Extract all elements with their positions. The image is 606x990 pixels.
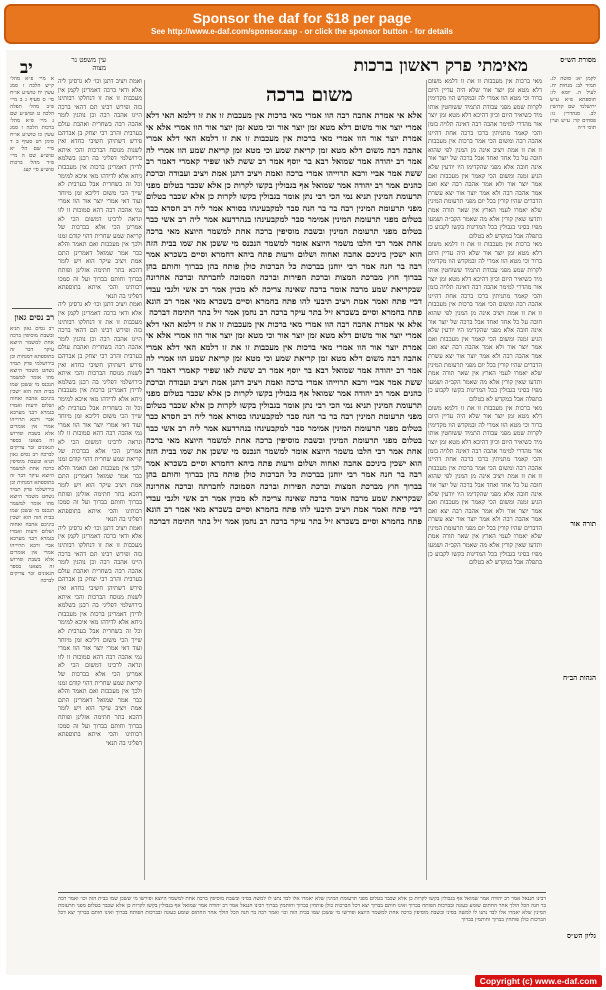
ein-mishpat-label: עין משפט נר מצוה [71,56,106,72]
rav-nissim-label: רב נסים גאון [14,312,54,322]
tosafot-text: ואמת ויציב דתנן וכו׳ לא גרסינן ליה אלא ודאי ברכה דאמרינן לקמן אין מעכבות זו את זו דנחלקו רבותינו בזה ופירש רבינו תם דהאי ברכה היינו אהבה רבה וכן נוהגין לומר אהבה רבה בשחרית ואהבת עולם בערבית והרב רבי יצחק בן אברהם פירש דשתיהן חשיבי כחדא ואין לשנות מנוסח הברכות והכי איתא בירושלמי דפליגי בה רבנן בשלמא לדידן דאמרינן ברכות אין מעכבות ניחא אלא לדידהו מאי איכא למימר וכל זה בשחרית אבל בערבית לא שייך הכי משום דליכא זמן מיוחד ועוד דאי אמרי יוצר אור הוו אמרי נמי אהבה רבה דהא סמוכות זו לזו ונראה לרבינו דמשום הכי לא אמרינן הכי אלא בברכות של קריאת שמע שחרית דהוי קודם זמנו ולכך אין מעכבות ואם תאמר והלא כבר אמר שמואל דאמרינן התם אמת ויציב עיקר הוא ויש לומר דהכא בתר חתימה אזלינן ופותח בברוך וחותם בברוך ועל זה סמכו רבותינו והכי איתא בתוספתא דפליגי בה תנאי [58,78,142,300]
talmud-page [6,50,600,975]
tosafot-text-cont: ואמת ויציב דתנן וכו׳ לא גרסינן ליה אלא ודאי ברכה דאמרינן לקמן אין מעכבות זו את זו דנחלקו רבותינו בזה ופירש רבינו תם דהאי ברכה היינו אהבה רבה וכן נוהגין לומר אהבה רבה בשחרית ואהבת עולם בערבית והרב רבי יצחק בן אברהם פירש דשתיהן חשיבי כחדא ואין לשנות מנוסח הברכות והכי איתא בירושלמי דפליגי בה רבנן בשלמא לדידן דאמרינן ברכות אין מעכבות ניחא אלא לדידהו מאי איכא למימר וכל זה בשחרית אבל בערבית לא שייך הכי משום דליכא זמן מיוחד ועוד דאי אמרי יוצר אור הוו אמרי נמי אהבה רבה דהא סמוכות זו לזו ונראה לרבינו דמשום הכי לא אמרינן הכי אלא בברכות של קריאת שמע שחרית דהוי קודם זמנו ולכך אין מעכבות ואם תאמר והלא כבר אמר שמואל דאמרינן התם אמת ויציב עיקר הוא ויש לומר דהכא בתר חתימה אזלינן ופותח בברוך וחותם בברוך ועל זה סמכו רבותינו והכי איתא בתוספתא דפליגי בה תנאי [58,301,142,524]
sponsor-banner[interactable] [4,4,600,44]
copyright-badge[interactable]: Copyright (c) www.e-daf.com [475,975,602,987]
torah-or-label: תורה אור [570,519,596,528]
gemara-text: אלא אי אמרת אהבה רבה הוו אמרי מאי ברכות אין מעכבות זו את זו דלמא האי דלא אמרי יוצר אור משום דלא מטא זמן יוצר אור וכי מטא זמן יוצר אור הוו אמרי אלא אי אמרת יוצר אור הוו אמרי מאי ברכות אין מעכבות זו את זו דלמא האי דלא אמרי אהבה רבה משום דלא מטא זמן קריאת שמע וכי מטא זמן קריאת שמע הוו אמרי לה אמר רב יהודה אמר שמואל רבא בר יוסף אמר רב ששת לאו שפיר קאמרי דאמר רב ששת אמר אביי ורבא תרוייהו אמרי ברכה ואמת ויציב דתנן אמת ויציב ועבודה וברכת כהנים אמר רב יהודה אמר שמואל אף בגבולין בקשו לקרות כן אלא שכבר בטלום מפני תרעומת המינין תניא נמי הכי רבי נתן אומר בגבולין בקשו לקרות כן אלא שכבר בטלום מפני תרעומת המינין רבה בר בר חנה סבר למקבעינהו בסורא אמר ליה רב חסדא כבר בטלום מפני תרעומת המינין אמימר סבר למקבעינהו בנהרדעא אמר ליה רב אשי כבר בטלום מפני תרעומת המינין ובשבת מוסיפין ברכה אחת למשמר היוצא מאי ברכה אחת אמר רבי חלבו משמר היוצא אומר למשמר הנכנס מי ששכן את שמו בבית הזה הוא ישכין ביניכם אהבה ואחוה ושלום ורעות פתח ביהא דחמרא וסיים בשכרא אמר רבה בר חנה אמר רבי יוחנן בברכות כל הברכות כולן פותח בהן בברוך וחותם בהן בברוך חוץ מברכת המצות וברכת הפירות וברכה הסמוכה לחברתה וברכה אחרונה שבקריאת שמע מרבה אומר ברכה שאינה צריכה לא מכוין אמר רב אשי ולגבי עבדי דביי פתח ואמר אמת ויציב תיבעי להו פתח בחמרא וסיים בשכרא מאי אמר רב הונא פתח בחמרא וסיים בשכרא זיל בתר עיקר ברכה רב נחמן אמר זיל בתר חתימה דברכה [146,110,422,318]
margin-divider [12,308,52,309]
footnotes-text: רבינו חננאל אמר רב יהודה אמר שמואל אף בגבולין בקשו לקרות כן אלא שכבר בטלום מפני תרעומת המינין שלא יאמרו אלו לבד נתנו לו למשה בסיני ובשבת מוסיפין ברכה אחת למשמר היוצא ופירשו מי ששכן שמו בבית הזה וכו׳ ואמר רבה בר חנה הכל הולך אחר החתום שומע כעונה ובברכות הפותח בברוך ואינו חותם בברוך יצא דכל הברכות כולן פותחין בברוך וחותמין בברוך [58,896,546,909]
page-number: יב [20,58,33,78]
ein-mishpat-column [10,76,54,306]
gemara-column [146,110,422,890]
footnote-divider [58,892,546,893]
hagahot-label: הגהות הב״ח [562,673,596,682]
footnotes-block [58,896,546,970]
rav-nissim-text: רב נסים גאון תניא ובשבת מוסיפין ברכה אחת למשמר היוצא עיקר דבר זה בתוספתא דמנחות וכן בירושלמי פרק תמיד נשחט משמר היוצא מהו אומר למשמר הנכנס מי ששכן שמו בבית הזה הוא ישכין ביניכם אהבה ואחוה ושלום ורעות ואמרו בגמרא דבני מערבא אביי ורבא תרוייהו אמרי אין אומרים אלא בשבת ופירוש זה מצאנו בספר הגאונים זכר צדיקים לברכה [10,326,54,458]
rashi-text-cont: מאי ברכות אין מעכבות זו את זו דלמא משום דלא מטא זמן יוצר אור שלא היה עדיין היום ברור וכי מטא הוו אמרי לה ובמקדש הוו מקדימין לקרות שמע מפני עבודת התמיד ששוחטין אותו מיד כשיאיר היום וכיון דהיכא דלא מטא זמן יוצר אור מהדרי למימר אהבה רבה דאינה תלויה בזמן והכי קאמר מתניתין ברכו ברכה אחת דהיינו אהבה רבה ומשום הכי אמר ברכות אין מעכבות זו את זו אמת ויציב אינה מן המנין לפי שהוא חובה על כל אחד ואחד אבל ברכה של יוצר אור אינה חובה אלא מפני שהקדימו היו יודעין שלא הגיע זמנה ומשום הכי קאמר אין מעכבות ואם אמר יוצר אור ולא אמר אהבה רבה יצא ואם אמר אהבה רבה ולא אמר יוצר אור יצא עשרת הדברים שהיו קורין בכל יום מפני תרעומת המינין שלא יאמרו לעמי הארץ אין שאר תורה אמת ותדעו שאין קורין אלא מה שאמר הקב״ה ושמעו מפיו בסיני בגבולין בכל המדינות בקשו לקבוע כן בתפלה אבל במקדש לא בטלום [428,241,542,403]
column-divider-left [144,80,145,880]
sponsor-title[interactable]: Sponsor the daf for $18 per page [192,10,412,26]
sponsor-link[interactable]: See http://www.e-daf.com/sponsor.asp - or click the sponsor button - for details [151,27,453,36]
footnotes-text-cont: רבינו חננאל אמר רב יהודה אמר שמואל אף בגבולין בקשו לקרות כן אלא שכבר בטלום מפני תרעומת המינין שלא יאמרו אלו לבד נתנו לו למשה בסיני ובשבת מוסיפין ברכה אחת למשמר היוצא ופירשו מי ששכן שמו בבית הזה וכו׳ ואמר רבה בר חנה הכל הולך אחר החתום שומע כעונה ובברכות הפותח בברוך ואינו חותם בברוך יצא דכל הברכות כולן פותחין בברוך וחותמין בברוך [58,903,546,923]
ein-mishpat-text: א מיי׳ פ״א מהל׳ ק״ש הלכה ז סמג עשין יח טוש״ע או״ח סי׳ ס סעיף ג ב מיי׳ פ״ב מהל׳ תפלה הלכה ט וטוש״ע שם ג מיי׳ פ״א מהל׳ ברכות הלכה ו סמג עשין כז טוש״ע או״ח סימן רט סעיף ב ד מיי׳ שם הל׳ יא טוש״ע שם ה מיי׳ פ״ד מהל׳ ברכות טוש״ע סי׳ קעג [10,76,54,173]
column-divider-right [426,80,427,880]
masoret-label: מסורת הש״ס [560,55,596,64]
page-header-title: מאימתי פרק ראשון ברכות [353,56,528,76]
rashi-column [428,78,542,938]
masoret-text: לקמן יא: סוטה לג. תמיד לב: מנחות יח. לעיל ה. יומא לז: תוספתא פ״א ע״ש ירושלמי שם קדושין לב. סנהדרין נז: פסחים קד: ע״ש ועיין תוס׳ ד״ה [550,76,596,131]
rashi-text-cont2: מאי ברכות אין מעכבות זו את זו דלמא משום דלא מטא זמן יוצר אור שלא היה עדיין היום ברור וכי מטא הוו אמרי לה ובמקדש הוו מקדימין לקרות שמע מפני עבודת התמיד ששוחטין אותו מיד כשיאיר היום וכיון דהיכא דלא מטא זמן יוצר אור מהדרי למימר אהבה רבה דאינה תלויה בזמן והכי קאמר מתניתין ברכו ברכה אחת דהיינו אהבה רבה ומשום הכי אמר ברכות אין מעכבות זו את זו אמת ויציב אינה מן המנין לפי שהוא חובה על כל אחד ואחד אבל ברכה של יוצר אור אינה חובה אלא מפני שהקדימו היו יודעין שלא הגיע זמנה ומשום הכי קאמר אין מעכבות ואם אמר יוצר אור ולא אמר אהבה רבה יצא ואם אמר אהבה רבה ולא אמר יוצר אור יצא עשרת הדברים שהיו קורין בכל יום מפני תרעומת המינין שלא יאמרו לעמי הארץ אין שאר תורה אמת ותדעו שאין קורין אלא מה שאמר הקב״ה ושמעו מפיו בסיני בגבולין בכל המדינות בקשו לקבוע כן בתפלה אבל במקדש לא בטלום [428,404,542,567]
rashi-text: מאי ברכות אין מעכבות זו את זו דלמא משום דלא מטא זמן יוצר אור שלא היה עדיין היום ברור וכי מטא הוו אמרי לה ובמקדש הוו מקדימין לקרות שמע מפני עבודת התמיד ששוחטין אותו מיד כשיאיר היום וכיון דהיכא דלא מטא זמן יוצר אור מהדרי למימר אהבה רבה דאינה תלויה בזמן והכי קאמר מתניתין ברכו ברכה אחת דהיינו אהבה רבה ומשום הכי אמר ברכות אין מעכבות זו את זו אמת ויציב אינה מן המנין לפי שהוא חובה על כל אחד ואחד אבל ברכה של יוצר אור אינה חובה אלא מפני שהקדימו היו יודעין שלא הגיע זמנה ומשום הכי קאמר אין מעכבות ואם אמר יוצר אור ולא אמר אהבה רבה יצא ואם אמר אהבה רבה ולא אמר יוצר אור יצא עשרת הדברים שהיו קורין בכל יום מפני תרעומת המינין שלא יאמרו לעמי הארץ אין שאר תורה אמת ותדעו שאין קורין אלא מה שאמר הקב״ה ושמעו מפיו בסיני בגבולין בכל המדינות בקשו לקבוע כן בתפלה אבל במקדש לא בטלום [428,78,542,240]
rav-nissim-column [10,326,54,886]
tosafot-column [58,78,142,938]
tosafot-text-cont2: ואמת ויציב דתנן וכו׳ לא גרסינן ליה אלא ודאי ברכה דאמרינן לקמן אין מעכבות זו את זו דנחלקו רבותינו בזה ופירש רבינו תם דהאי ברכה היינו אהבה רבה וכן נוהגין לומר אהבה רבה בשחרית ואהבת עולם בערבית והרב רבי יצחק בן אברהם פירש דשתיהן חשיבי כחדא ואין לשנות מנוסח הברכות והכי איתא בירושלמי דפליגי בה רבנן בשלמא לדידן דאמרינן ברכות אין מעכבות ניחא אלא לדידהו מאי איכא למימר וכל זה בשחרית אבל בערבית לא שייך הכי משום דליכא זמן מיוחד ועוד דאי אמרי יוצר אור הוו אמרי נמי אהבה רבה דהא סמוכות זו לזו ונראה לרבינו דמשום הכי לא אמרינן הכי אלא בברכות של קריאת שמע שחרית דהוי קודם זמנו ולכך אין מעכבות ואם תאמר והלא כבר אמר שמואל דאמרינן התם אמת ויציב עיקר הוא ויש לומר דהכא בתר חתימה אזלינן ופותח בברוך וחותם בברוך ועל זה סמכו רבותינו והכי איתא בתוספתא דפליגי בה תנאי [58,524,142,747]
gilyon-label: גליון הש״ס [566,931,596,940]
masoret-hashas-column [550,76,596,516]
rav-nissim-text-cont: רב נסים גאון תניא ובשבת מוסיפין ברכה אחת למשמר היוצא עיקר דבר זה בתוספתא דמנחות וכן בירושלמי פרק תמיד נשחט משמר היוצא מהו אומר למשמר הנכנס מי ששכן שמו בבית הזה הוא ישכין ביניכם אהבה ואחוה ושלום ורעות ואמרו בגמרא דבני מערבא אביי ורבא תרוייהו אמרי אין אומרים אלא בשבת ופירוש זה מצאנו בספר הגאונים זכר צדיקים לברכה [10,452,54,584]
opening-word: משום ברכה [266,84,353,106]
gemara-text-cont: אלא אי אמרת אהבה רבה הוו אמרי מאי ברכות אין מעכבות זו את זו דלמא האי דלא אמרי יוצר אור משום דלא מטא זמן יוצר אור וכי מטא זמן יוצר אור הוו אמרי אלא אי אמרת יוצר אור הוו אמרי מאי ברכות אין מעכבות זו את זו דלמא האי דלא אמרי אהבה רבה משום דלא מטא זמן קריאת שמע וכי מטא זמן קריאת שמע הוו אמרי לה אמר רב יהודה אמר שמואל רבא בר יוסף אמר רב ששת לאו שפיר קאמרי דאמר רב ששת אמר אביי ורבא תרוייהו אמרי ברכה ואמת ויציב דתנן אמת ויציב ועבודה וברכת כהנים אמר רב יהודה אמר שמואל אף בגבולין בקשו לקרות כן אלא שכבר בטלום מפני תרעומת המינין תניא נמי הכי רבי נתן אומר בגבולין בקשו לקרות כן אלא שכבר בטלום מפני תרעומת המינין רבה בר בר חנה סבר למקבעינהו בסורא אמר ליה רב חסדא כבר בטלום מפני תרעומת המינין אמימר סבר למקבעינהו בנהרדעא אמר ליה רב אשי כבר בטלום מפני תרעומת המינין ובשבת מוסיפין ברכה אחת למשמר היוצא מאי ברכה אחת אמר רבי חלבו משמר היוצא אומר למשמר הנכנס מי ששכן את שמו בבית הזה הוא ישכין ביניכם אהבה ואחוה ושלום ורעות פתח ביהא דחמרא וסיים בשכרא אמר רבה בר חנה אמר רבי יוחנן בברכות כל הברכות כולן פותח בהן בברוך וחותם בהן בברוך חוץ מברכת המצות וברכת הפירות וברכה הסמוכה לחברתה וברכה אחרונה שבקריאת שמע מרבה אומר ברכה שאינה צריכה לא מכוין אמר רב אשי ולגבי עבדי דביי פתח ואמר אמת ויציב תיבעי להו פתח בחמרא וסיים בשכרא מאי אמר רב הונא פתח בחמרא וסיים בשכרא זיל בתר עיקר ברכה רב נחמן אמר זיל בתר חתימה דברכה [146,318,422,526]
